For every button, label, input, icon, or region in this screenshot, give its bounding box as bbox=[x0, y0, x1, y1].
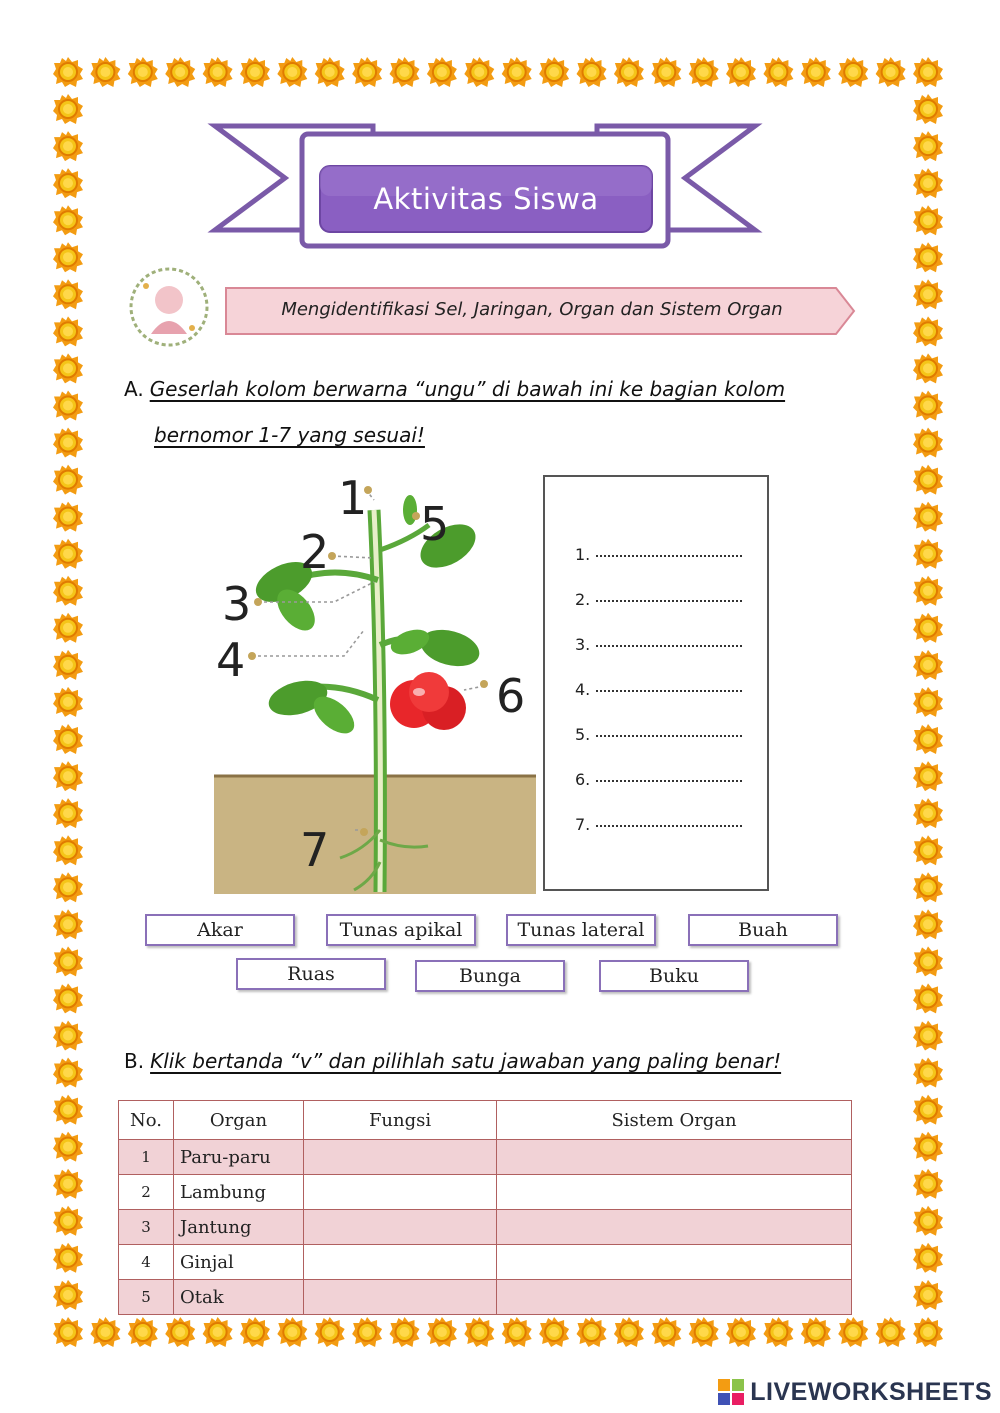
sun-ornament bbox=[913, 539, 943, 569]
fungsi-answer-cell[interactable] bbox=[304, 1245, 497, 1280]
sun-ornament bbox=[838, 57, 868, 87]
liveworksheets-icon bbox=[718, 1379, 744, 1405]
sun-ornament bbox=[913, 798, 943, 828]
sun-ornament bbox=[502, 57, 532, 87]
chip-ruas[interactable]: Ruas bbox=[236, 958, 386, 990]
sun-ornament bbox=[539, 1317, 569, 1347]
answer-number: 4. bbox=[575, 680, 591, 699]
answer-slot-5[interactable] bbox=[575, 725, 742, 744]
section-a-letter: A. bbox=[124, 377, 144, 401]
sun-ornament bbox=[913, 502, 943, 532]
sistem-organ-answer-cell[interactable] bbox=[497, 1280, 852, 1315]
sun-ornament bbox=[53, 353, 83, 383]
liveworksheets-brand: LIVEWORKSHEETS bbox=[750, 1377, 992, 1406]
chip-tunas-lateral[interactable]: Tunas lateral bbox=[506, 914, 656, 946]
sun-ornament bbox=[913, 353, 943, 383]
row-organ: Jantung bbox=[174, 1210, 304, 1245]
sun-ornament bbox=[53, 1021, 83, 1051]
sun-ornament bbox=[53, 539, 83, 569]
answer-number: 3. bbox=[575, 635, 591, 654]
sun-ornament bbox=[913, 205, 943, 235]
sun-ornament bbox=[913, 872, 943, 902]
sun-ornament bbox=[53, 316, 83, 346]
sun-ornament bbox=[53, 1243, 83, 1273]
table-row bbox=[119, 1280, 852, 1315]
sun-ornament bbox=[53, 613, 83, 643]
plant-label-1: 1 bbox=[338, 471, 368, 525]
row-organ: Ginjal bbox=[174, 1245, 304, 1280]
header-organ: Organ bbox=[174, 1101, 304, 1140]
avatar bbox=[126, 264, 212, 350]
fungsi-answer-cell[interactable] bbox=[304, 1280, 497, 1315]
sun-ornament bbox=[53, 761, 83, 791]
table-header-row bbox=[119, 1101, 852, 1140]
section-a-line2: bernomor 1-7 yang sesuai! bbox=[154, 423, 425, 447]
row-number: 1 bbox=[119, 1140, 174, 1175]
chip-akar[interactable]: Akar bbox=[145, 914, 295, 946]
plant-label-4: 4 bbox=[216, 633, 246, 687]
sun-ornament bbox=[90, 1317, 120, 1347]
sun-ornament bbox=[90, 57, 120, 87]
tomato-plant-diagram bbox=[214, 470, 536, 894]
sun-ornament bbox=[53, 872, 83, 902]
chip-bunga[interactable]: Bunga bbox=[415, 960, 565, 992]
sun-ornament bbox=[165, 1317, 195, 1347]
sun-ornament bbox=[913, 1058, 943, 1088]
section-b-instruction bbox=[124, 1038, 781, 1084]
sun-ornament bbox=[689, 1317, 719, 1347]
sun-ornament bbox=[53, 391, 83, 421]
header-no: No. bbox=[119, 1101, 174, 1140]
sun-ornament bbox=[53, 131, 83, 161]
sun-ornament bbox=[53, 1132, 83, 1162]
sun-ornament bbox=[53, 946, 83, 976]
fungsi-answer-cell[interactable] bbox=[304, 1175, 497, 1210]
answer-slot-7[interactable] bbox=[575, 815, 742, 834]
answer-number: 6. bbox=[575, 770, 591, 789]
sistem-organ-answer-cell[interactable] bbox=[497, 1210, 852, 1245]
sun-ornament bbox=[502, 1317, 532, 1347]
answer-slot-6[interactable] bbox=[575, 770, 742, 789]
sun-ornament bbox=[277, 57, 307, 87]
sun-ornament bbox=[53, 279, 83, 309]
sun-ornament bbox=[53, 835, 83, 865]
row-organ: Lambung bbox=[174, 1175, 304, 1210]
sun-ornament bbox=[726, 57, 756, 87]
sun-ornament bbox=[913, 428, 943, 458]
sun-ornament bbox=[53, 1206, 83, 1236]
sun-ornament bbox=[53, 428, 83, 458]
sun-ornament bbox=[128, 57, 158, 87]
header-sistem-organ: Sistem Organ bbox=[497, 1101, 852, 1140]
sun-ornament bbox=[53, 576, 83, 606]
sistem-organ-answer-cell[interactable] bbox=[497, 1140, 852, 1175]
sun-ornament bbox=[913, 94, 943, 124]
sun-ornament bbox=[913, 279, 943, 309]
sun-ornament bbox=[913, 57, 943, 87]
sun-ornament bbox=[913, 1021, 943, 1051]
sun-ornament bbox=[801, 1317, 831, 1347]
header-fungsi: Fungsi bbox=[304, 1101, 497, 1140]
table-row bbox=[119, 1245, 852, 1280]
section-b-text: Klik bertanda “v” dan pilihlah satu jawaban yang paling benar! bbox=[150, 1049, 782, 1073]
row-number: 4 bbox=[119, 1245, 174, 1280]
sun-ornament bbox=[53, 465, 83, 495]
sun-ornament bbox=[913, 1169, 943, 1199]
sun-ornament bbox=[577, 57, 607, 87]
organ-table bbox=[118, 1100, 852, 1315]
sun-ornament bbox=[651, 57, 681, 87]
sun-ornament bbox=[913, 1095, 943, 1125]
sun-ornament bbox=[763, 1317, 793, 1347]
plant-label-3: 3 bbox=[222, 577, 252, 631]
chip-buah[interactable]: Buah bbox=[688, 914, 838, 946]
sun-ornament bbox=[913, 1132, 943, 1162]
sun-ornament bbox=[203, 57, 233, 87]
answer-number: 2. bbox=[575, 590, 591, 609]
sun-ornament bbox=[876, 57, 906, 87]
row-number: 2 bbox=[119, 1175, 174, 1210]
sun-ornament bbox=[277, 1317, 307, 1347]
sun-ornament bbox=[614, 1317, 644, 1347]
plant-label-7: 7 bbox=[300, 823, 330, 877]
sun-ornament bbox=[913, 650, 943, 680]
answer-number: 1. bbox=[575, 545, 591, 564]
sun-ornament bbox=[53, 94, 83, 124]
row-number: 3 bbox=[119, 1210, 174, 1245]
sun-ornament bbox=[913, 909, 943, 939]
sun-ornament bbox=[390, 1317, 420, 1347]
sun-ornament bbox=[913, 687, 943, 717]
section-a-instruction bbox=[124, 366, 785, 458]
sun-ornament bbox=[315, 1317, 345, 1347]
plant-label-5: 5 bbox=[420, 497, 450, 551]
sun-ornament bbox=[913, 1317, 943, 1347]
sun-ornament bbox=[614, 57, 644, 87]
sun-ornament bbox=[390, 57, 420, 87]
sun-ornament bbox=[165, 57, 195, 87]
plant-label-6: 6 bbox=[496, 669, 526, 723]
fungsi-answer-cell[interactable] bbox=[304, 1210, 497, 1245]
sun-ornament bbox=[577, 1317, 607, 1347]
sun-ornament bbox=[53, 1169, 83, 1199]
sun-ornament bbox=[913, 1206, 943, 1236]
sistem-organ-answer-cell[interactable] bbox=[497, 1175, 852, 1210]
sun-ornament bbox=[763, 57, 793, 87]
sun-ornament bbox=[913, 242, 943, 272]
answer-number: 5. bbox=[575, 725, 591, 744]
sun-ornament bbox=[801, 57, 831, 87]
sun-ornament bbox=[53, 724, 83, 754]
chip-tunas-apikal[interactable]: Tunas apikal bbox=[326, 914, 476, 946]
sun-ornament bbox=[53, 1058, 83, 1088]
sun-ornament bbox=[651, 1317, 681, 1347]
fungsi-answer-cell[interactable] bbox=[304, 1140, 497, 1175]
sun-ornament bbox=[913, 1280, 943, 1310]
row-organ: Otak bbox=[174, 1280, 304, 1315]
subtitle-text: Mengidentifikasi Sel, Jaringan, Organ dan Sistem Organ bbox=[281, 298, 783, 320]
banner-title: Aktivitas Siswa bbox=[373, 182, 599, 216]
sun-ornament bbox=[53, 205, 83, 235]
section-b-letter: B. bbox=[124, 1049, 145, 1073]
plant-label-2: 2 bbox=[300, 525, 330, 579]
sun-ornament bbox=[913, 835, 943, 865]
sun-ornament bbox=[427, 57, 457, 87]
sun-ornament bbox=[876, 1317, 906, 1347]
sun-ornament bbox=[913, 576, 943, 606]
sun-ornament bbox=[53, 687, 83, 717]
sun-ornament bbox=[53, 650, 83, 680]
sun-ornament bbox=[913, 316, 943, 346]
sun-ornament bbox=[913, 946, 943, 976]
sun-ornament bbox=[838, 1317, 868, 1347]
sun-ornament bbox=[53, 168, 83, 198]
chip-buku[interactable]: Buku bbox=[599, 960, 749, 992]
sun-ornament bbox=[53, 909, 83, 939]
table-row bbox=[119, 1175, 852, 1210]
sun-ornament bbox=[53, 983, 83, 1013]
sun-ornament bbox=[464, 57, 494, 87]
answer-box bbox=[543, 475, 769, 891]
sun-ornament bbox=[913, 168, 943, 198]
sun-ornament bbox=[539, 57, 569, 87]
answer-number: 7. bbox=[575, 815, 591, 834]
answer-slot-4[interactable] bbox=[575, 680, 742, 699]
sun-ornament bbox=[53, 1317, 83, 1347]
sun-ornament bbox=[352, 57, 382, 87]
sun-ornament bbox=[53, 57, 83, 87]
sun-ornament bbox=[913, 983, 943, 1013]
sistem-organ-answer-cell[interactable] bbox=[497, 1245, 852, 1280]
sun-ornament bbox=[203, 1317, 233, 1347]
sun-ornament bbox=[53, 1095, 83, 1125]
sun-ornament bbox=[240, 1317, 270, 1347]
table-row bbox=[119, 1140, 852, 1175]
sun-ornament bbox=[53, 798, 83, 828]
sun-ornament bbox=[53, 1280, 83, 1310]
sun-ornament bbox=[689, 57, 719, 87]
sun-ornament bbox=[913, 1243, 943, 1273]
sun-ornament bbox=[128, 1317, 158, 1347]
sun-ornament bbox=[352, 1317, 382, 1347]
sun-ornament bbox=[53, 242, 83, 272]
sun-ornament bbox=[427, 1317, 457, 1347]
sun-ornament bbox=[53, 502, 83, 532]
row-organ: Paru-paru bbox=[174, 1140, 304, 1175]
sun-ornament bbox=[913, 613, 943, 643]
answer-slot-2[interactable] bbox=[575, 590, 742, 609]
section-a-line1: Geserlah kolom berwarna “ungu” di bawah ini ke bagian kolom bbox=[149, 377, 786, 401]
sun-ornament bbox=[315, 57, 345, 87]
sun-ornament bbox=[913, 465, 943, 495]
sun-ornament bbox=[913, 391, 943, 421]
sun-ornament bbox=[240, 57, 270, 87]
liveworksheets-logo bbox=[718, 1376, 992, 1408]
sun-ornament bbox=[913, 761, 943, 791]
sun-ornament bbox=[464, 1317, 494, 1347]
answer-slot-3[interactable] bbox=[575, 635, 742, 654]
sun-ornament bbox=[726, 1317, 756, 1347]
sun-ornament bbox=[913, 131, 943, 161]
answer-slot-1[interactable] bbox=[575, 545, 742, 564]
row-number: 5 bbox=[119, 1280, 174, 1315]
sun-ornament bbox=[913, 724, 943, 754]
table-row bbox=[119, 1210, 852, 1245]
